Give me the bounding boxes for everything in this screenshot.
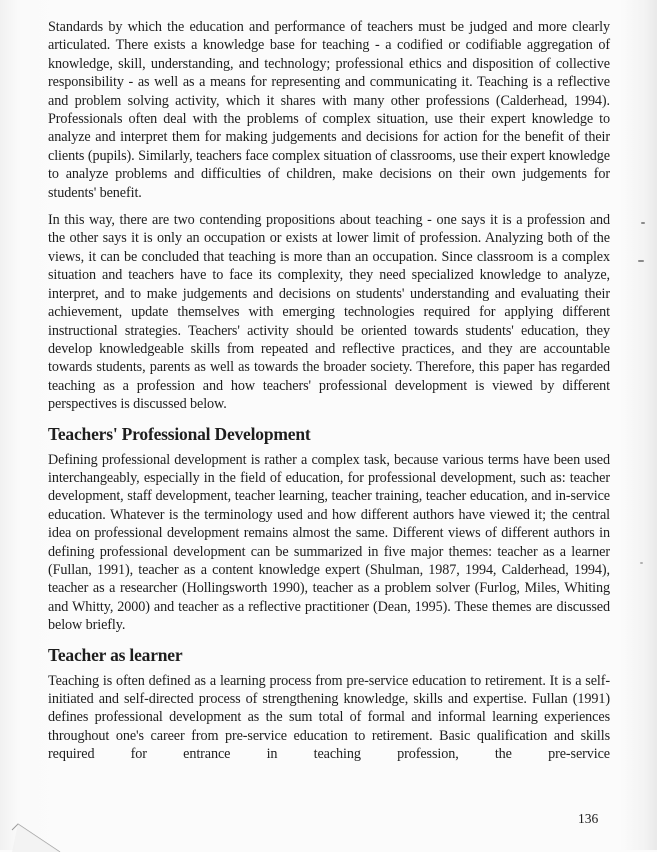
section-heading-professional-development: Teachers' Professional Development — [48, 423, 311, 444]
paragraph-standards: Standards by which the education and performance of teachers must be judged and more clearly articulated. There exists a knowledge base for teaching - a codified or codifiable aggregation of knowledge, skill, understanding, and technology; professional ethics and disposition of collective responsibility - as well as a means for representing and communicating it. Teaching is a reflective and problem solving activity, which it shares with many other professions (Calderhead, 1994). Professionals often deal with the problems of complex situation, use their expert knowledge to analyze and interpret them for making judgements and decisions for action for the benefit of their clients (pupils). Similarly, teachers face complex situation of classrooms, use their expert knowledge to analyze problems and difficulties of children, make decisions on their own judgements for students' benefit. — [48, 19, 610, 201]
scan-artifact-mark — [641, 222, 645, 224]
scan-artifact-mark — [638, 260, 644, 262]
section-heading-teacher-as-learner: Teacher as learner — [48, 644, 183, 665]
paragraph-defining-professional-development: Defining professional development is rather a complex task, because various terms have been used interchangeably, especially in the field of education, for professional development, such as: teacher development, staff development, teacher learning, teacher training, teacher education, and in-service education. Whatever is the terminology used and how different authors have viewed it; the central idea on professional development remains almost the same. Different views of different authors in defining professional development can be summarized in five major themes: teacher as a learner (Fullan, 1991), teacher as a content knowledge expert (Shulman, 1987, 1994, Calderhead, 1994), teacher as a researcher (Hollingsworth 1990), teacher as a problem solver (Furlog, Miles, Whiting and Whitty, 2000) and teacher as a reflective practitioner (Dean, 1995). These themes are discussed below briefly. — [48, 451, 610, 634]
paragraph-teacher-as-learner: Teaching is often defined as a learning process from pre-service education to retirement. It is a self-initiated and self-directed process of strengthening knowledge, skills and expertise. Fullan (1991) defines professional development as the sum total of formal and informal learning experiences throughout one's career from pre-service education to retirement. Basic qualification and skills required for entrance in teaching profession, the pre-service — [48, 672, 610, 763]
page-number: 136 — [578, 811, 599, 826]
paragraph-contending-propositions: In this way, there are two contending propositions about teaching - one says it is a profession and the other says it is only an occupation or exists at lower limit of profession. Analyzing both of the views, it can be concluded that teaching is more than an occupation. Since classroom is a complex situation and teachers have to face its complexity, they need specialized knowledge to analyze, interpret, and to make judgements and decisions on students' understanding and evaluating their achievement, update themselves with emerging technologies required for applying different instructional strategies. Teachers' activity should be oriented towards students' education, they develop knowledgeable skills from repeated and reflective practices, and they are accountable towards students, parents as well as towards the broader society. Therefore, this paper has regarded teaching as a profession and how teachers' professional development is viewed by different perspectives is discussed below. — [48, 212, 610, 413]
page-content — [48, 18, 610, 773]
scan-artifact-mark — [640, 562, 643, 564]
page-corner-fold-icon — [10, 822, 70, 852]
